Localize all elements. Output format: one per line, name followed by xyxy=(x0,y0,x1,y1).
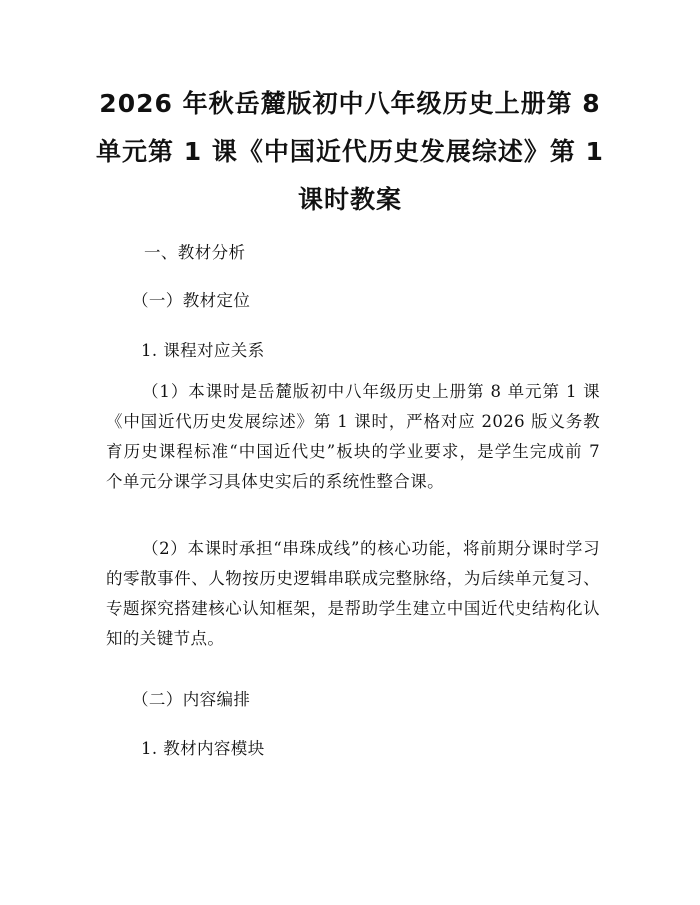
subheading-course-correspondence: 1. 课程对应关系 xyxy=(141,341,265,360)
subheading-textbook-modules: 1. 教材内容模块 xyxy=(141,739,265,758)
section-heading-textbook-positioning: （一）教材定位 xyxy=(132,291,251,310)
section-heading-content-arrangement: （二）内容编排 xyxy=(132,690,251,709)
paragraph-1: （1）本课时是岳麓版初中八年级历史上册第 8 单元第 1 课《中国近代历史发展综述》第 1 课时，严格对应 2026 版义务教育历史课程标准“中国近代史”板块的学业要求，是学生完成前 7 个单元分课学习具体史实后的系统性整合课。 xyxy=(106,382,600,491)
paragraph-2: （2）本课时承担“串珠成线”的核心功能，将前期分课时学习的零散事件、人物按历史逻辑串联成完整脉络，为后续单元复习、专题探究搭建核心认知框架，是帮助学生建立中国近代史结构化认知的关键节点。 xyxy=(106,539,600,648)
document-title: 2026 年秋岳麓版初中八年级历史上册第 8 单元第 1 课《中国近代历史发展综述》第 1 课时教案 xyxy=(96,89,604,214)
section-heading-level1: 一、教材分析 xyxy=(144,243,246,262)
